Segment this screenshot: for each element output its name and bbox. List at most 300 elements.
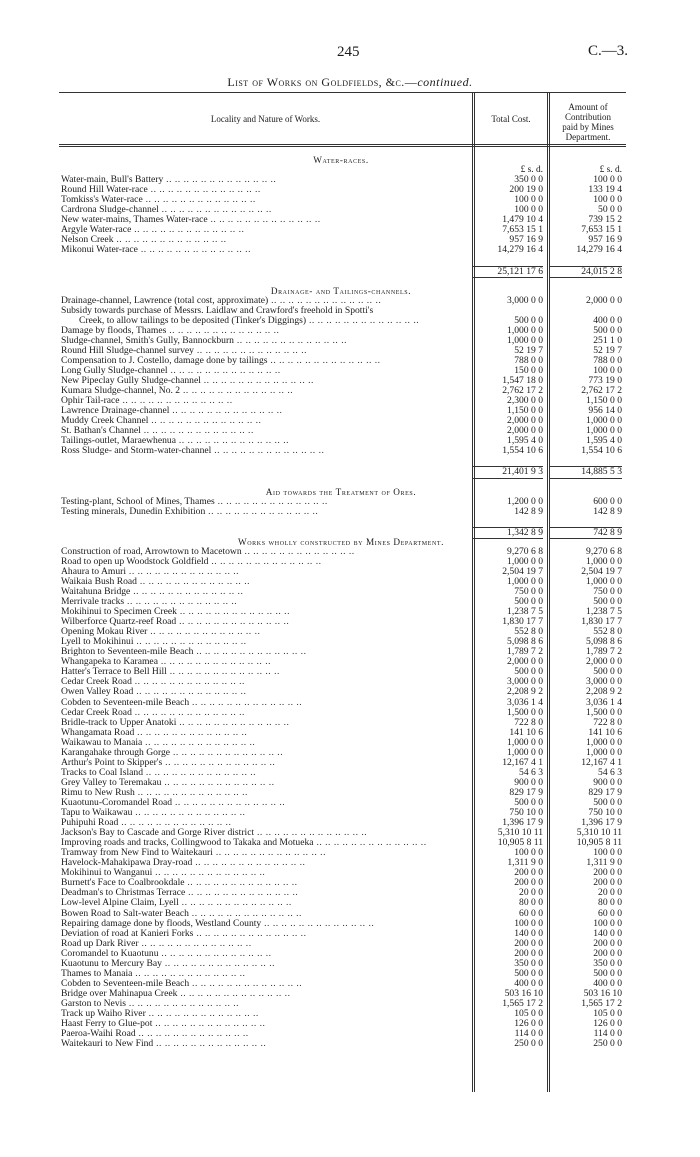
work-name: Kuaotunu to Mercury Bay — [61, 958, 162, 969]
total-cost-value: 114 0 0 — [514, 1028, 543, 1040]
work-description — [61, 647, 471, 657]
work-description — [61, 909, 471, 919]
spacer-row — [59, 255, 626, 265]
total-cost-value: 7,653 15 1 — [502, 224, 543, 236]
total-cost-value: 500 0 0 — [514, 314, 543, 326]
work-name: Havelock-Mahakipawa Dray-road — [61, 858, 193, 869]
total-cost-value: 54 6 3 — [519, 766, 543, 778]
work-description — [61, 888, 471, 898]
contribution-value: 1,595 4 0 — [586, 435, 622, 447]
work-name: Whangamata Road — [61, 727, 135, 738]
contribution-value: 54 6 3 — [598, 766, 622, 778]
dot-leader: .. .. .. .. .. .. .. .. .. .. .. .. .. — [176, 717, 290, 728]
contribution-value: 500 0 0 — [593, 967, 622, 979]
work-description — [61, 878, 471, 888]
work-description — [61, 768, 471, 778]
work-description — [61, 989, 471, 999]
work-description — [61, 446, 471, 456]
dot-leader: .. .. .. .. .. .. .. .. .. .. .. .. .. — [178, 898, 292, 909]
work-description — [61, 999, 471, 1009]
work-description — [61, 497, 471, 507]
total-cost-value: 141 10 6 — [509, 726, 543, 738]
work-description — [61, 245, 471, 255]
contribution-value: 1,000 0 0 — [586, 736, 622, 748]
dot-leader: .. .. .. .. .. .. .. .. .. .. .. .. .. — [169, 406, 283, 417]
column-header-total-cost: Total Cost. — [491, 114, 531, 124]
work-name: Kumara Sludge-channel, No. 2 — [61, 386, 181, 397]
contribution-value: 5,310 10 11 — [576, 827, 622, 839]
total-cost-value: 1,000 0 0 — [507, 555, 543, 567]
dot-leader: .. .. .. .. .. .. .. .. .. .. .. .. .. — [192, 858, 306, 869]
total-cost-value: 200 0 0 — [514, 877, 543, 889]
work-description — [61, 436, 471, 446]
work-description — [61, 667, 471, 677]
total-cost-value: 2,300 0 0 — [507, 395, 543, 407]
dot-leader: .. .. .. .. .. .. .. .. .. .. .. .. .. — [113, 235, 227, 246]
document-code: C.—3. — [587, 43, 628, 59]
dot-leader: .. .. .. .. .. .. .. .. .. .. .. .. .. — [162, 757, 276, 768]
total-cost-value: 1,311 9 0 — [507, 857, 543, 869]
dot-leader: .. .. .. .. .. .. .. .. .. .. .. .. .. — [135, 1029, 249, 1040]
dot-leader: .. .. .. .. .. .. .. .. .. .. .. .. .. — [166, 325, 280, 336]
work-description — [61, 336, 471, 346]
total-cost-value: 142 8 9 — [514, 505, 543, 517]
contribution-value: 14,279 16 4 — [576, 244, 622, 256]
dot-leader: .. .. .. .. .. .. .. .. .. .. .. .. .. — [261, 918, 375, 929]
work-description — [61, 949, 471, 959]
dot-leader: .. .. .. .. .. .. .. .. .. .. .. .. .. — [133, 637, 247, 648]
contribution-value: 722 8 0 — [593, 716, 622, 728]
total-cost-value: 1,565 17 2 — [502, 997, 543, 1009]
dot-leader: .. .. .. .. .. .. .. .. .. .. .. .. .. — [126, 566, 240, 577]
work-name: Mokihinui to Wanganui — [61, 868, 153, 879]
contribution-value: 52 19 7 — [593, 344, 622, 356]
work-description — [61, 567, 471, 577]
contribution-value: 400 0 0 — [593, 314, 622, 326]
dot-leader: .. .. .. .. .. .. .. .. .. .. .. .. .. — [142, 737, 256, 748]
work-description — [61, 848, 471, 858]
contribution-value: 200 0 0 — [593, 867, 622, 879]
dot-leader: .. .. .. .. .. .. .. .. .. .. .. .. .. — [214, 496, 328, 507]
contribution-value: 739 15 2 — [588, 214, 622, 226]
work-name: Tapu to Waikawau — [61, 808, 133, 819]
dot-leader: .. .. .. .. .. .. .. .. .. .. .. .. .. — [205, 506, 319, 517]
dot-leader: .. .. .. .. .. .. .. .. .. .. .. .. .. — [145, 1008, 259, 1019]
contribution-value: 750 0 0 — [593, 586, 622, 598]
spacer-row — [59, 517, 626, 527]
dot-leader: .. .. .. .. .. .. .. .. .. .. .. .. .. — [132, 968, 246, 979]
dot-leader: .. .. .. .. .. .. .. .. .. .. .. .. .. — [134, 727, 248, 738]
dot-leader: .. .. .. .. .. .. .. .. .. .. .. .. .. — [306, 315, 420, 326]
work-description — [61, 939, 471, 949]
contribution-value: 200 0 0 — [593, 937, 622, 949]
contribution-value: 140 0 0 — [593, 927, 622, 939]
work-description — [61, 416, 471, 426]
contribution-header-line-1: Amount of — [568, 102, 608, 112]
dot-leader: .. .. .. .. .. .. .. .. .. .. .. .. .. — [130, 587, 244, 598]
work-description — [61, 738, 471, 748]
contribution-value: 105 0 0 — [593, 1007, 622, 1019]
total-cost-value: 500 0 0 — [514, 797, 543, 808]
contribution-value: 126 0 0 — [593, 1018, 622, 1030]
work-name: Long Gully Sludge-channel — [61, 365, 168, 376]
work-description — [61, 366, 471, 376]
work-name: Track up Waiho River — [61, 1008, 146, 1019]
work-name: Cobden to Seventeen-mile Beach — [61, 697, 190, 708]
contribution-value: 3,000 0 0 — [586, 676, 622, 688]
subtotal-contribution: 14,885 5 3 — [549, 466, 622, 478]
work-name: Paeroa-Waihi Road — [61, 1029, 136, 1040]
total-cost-value: 3,036 1 4 — [507, 696, 543, 708]
work-name: Improving roads and tracks, Collingwood to Takaka and Motueka — [61, 838, 314, 849]
spacer-row — [59, 477, 626, 487]
work-name: Drainage-channel, Lawrence (total cost, approximate) — [61, 295, 269, 306]
total-cost-value: 350 0 0 — [514, 957, 543, 969]
work-name: Creek, to allow tailings to be deposited (Tinker's Diggings) — [79, 315, 307, 326]
contribution-value: 50 0 0 — [598, 204, 622, 216]
work-name: Tomkiss's Water-race — [61, 195, 143, 206]
contribution-value: 957 16 9 — [588, 234, 622, 246]
table-row — [59, 507, 626, 517]
dot-leader: .. .. .. .. .. .. .. .. .. .. .. .. .. — [175, 436, 289, 447]
running-title-main: List of Works on Goldfields, &c.— — [227, 75, 418, 89]
work-description — [61, 1009, 471, 1019]
work-name: Opening Mokau River — [61, 627, 148, 638]
dot-leader: .. .. .. .. .. .. .. .. .. .. .. .. .. — [118, 818, 232, 829]
subtotal-cost: 25,121 17 6 — [473, 266, 543, 278]
dot-leader: .. .. .. .. .. .. .. .. .. .. .. .. .. — [126, 998, 240, 1009]
work-description — [61, 808, 471, 818]
work-description — [61, 838, 471, 848]
total-cost-value: 500 0 0 — [514, 596, 543, 608]
work-description — [61, 979, 471, 989]
dot-leader: .. .. .. .. .. .. .. .. .. .. .. .. .. — [136, 576, 251, 587]
work-description — [61, 346, 471, 356]
dot-leader: .. .. .. .. .. .. .. .. .. .. .. .. .. — [193, 928, 307, 939]
work-name: Subsidy towards purchase of Messrs. Laidlaw and Crawford's freehold in Spotti's — [61, 305, 374, 316]
dot-leader: .. .. .. .. .. .. .. .. .. .. .. .. .. — [158, 205, 272, 216]
subtotal-row — [59, 466, 626, 476]
work-description — [61, 698, 471, 708]
dot-leader: .. .. .. .. .. .. .. .. .. .. .. .. .. — [185, 888, 299, 899]
total-cost-value: 200 19 0 — [509, 184, 543, 196]
contribution-value: 60 0 0 — [598, 907, 622, 919]
table-row — [59, 245, 626, 255]
total-cost-value: 1,396 17 9 — [502, 817, 543, 829]
total-cost-value: 2,000 0 0 — [507, 425, 543, 437]
total-cost-value: 5,098 8 6 — [507, 636, 543, 648]
dot-leader: .. .. .. .. .. .. .. .. .. .. .. .. .. — [131, 225, 245, 236]
work-name: Kuaotunu-Coromandel Road — [61, 798, 173, 808]
work-description — [61, 426, 471, 436]
total-cost-value: 250 0 0 — [514, 1038, 543, 1050]
work-description — [61, 677, 471, 687]
dot-leader: .. .. .. .. .. .. .. .. .. .. .. .. .. — [268, 295, 382, 306]
cost-units: £ s. d. — [520, 165, 543, 176]
contribution-value: 500 0 0 — [593, 666, 622, 678]
work-description — [61, 195, 471, 205]
dot-leader: .. .. .. .. .. .. .. .. .. .. .. .. .. — [313, 838, 427, 849]
contribution-value: 1,789 7 2 — [586, 646, 622, 658]
work-name: Merrivale tracks — [61, 597, 125, 608]
work-description — [61, 215, 471, 225]
dot-leader: .. .. .. .. .. .. .. .. .. .. .. .. .. — [176, 607, 290, 618]
contribution-value: 250 0 0 — [593, 1038, 622, 1050]
work-name: Testing minerals, Dunedin Exhibition — [61, 506, 206, 517]
work-name: Tracks to Coal Island — [61, 767, 143, 778]
work-description — [61, 627, 471, 637]
work-name: Haast Ferry to Glue-pot — [61, 1019, 153, 1030]
spacer-row — [59, 456, 626, 466]
dot-leader: .. .. .. .. .. .. .. .. .. .. .. .. .. — [119, 396, 233, 407]
table-row — [59, 296, 626, 306]
subtotal-contribution: 24,015 2 8 — [549, 266, 622, 278]
contribution-value: 80 0 0 — [598, 897, 622, 909]
subtotal-row — [59, 266, 626, 276]
work-description — [61, 306, 471, 316]
contribution-value: 200 0 0 — [593, 877, 622, 889]
dot-leader: .. .. .. .. .. .. .. .. .. .. .. .. .. — [147, 627, 261, 638]
work-description — [61, 818, 471, 828]
contribution-value: 9,270 6 8 — [586, 545, 622, 557]
work-name: Jackson's Bay to Cascade and Gorge River district — [61, 828, 255, 839]
section-heading-text: Drainage- and Tailings-channels. — [270, 285, 412, 296]
contribution-value: 114 0 0 — [593, 1028, 622, 1040]
contribution-value: 400 0 0 — [593, 977, 622, 989]
total-cost-value: 100 0 0 — [514, 917, 543, 929]
dot-leader: .. .. .. .. .. .. .. .. .. .. .. .. .. — [211, 446, 325, 457]
contribution-value: 1,000 0 0 — [586, 425, 622, 437]
work-description — [61, 205, 471, 215]
work-description — [61, 868, 471, 878]
contribution-value: 956 14 0 — [588, 405, 622, 417]
contribution-value: 1,000 0 0 — [586, 746, 622, 758]
work-description — [61, 748, 471, 758]
work-name: Nelson Creek — [61, 235, 114, 246]
contribution-value: 773 19 0 — [588, 375, 622, 387]
total-cost-value: 140 0 0 — [514, 927, 543, 939]
total-cost-value: 900 0 0 — [514, 776, 543, 788]
work-name: Cedar Creek Road — [61, 677, 132, 688]
dot-leader: .. .. .. .. .. .. .. .. .. .. .. .. .. — [200, 376, 314, 387]
work-name: Lyell to Mokihinui — [61, 637, 134, 648]
total-cost-value: 1,554 10 6 — [502, 445, 543, 457]
total-cost-value: 1,000 0 0 — [507, 324, 543, 336]
work-name: Damage by floods, Thames — [61, 325, 167, 336]
dot-leader: .. .. .. .. .. .. .. .. .. .. .. .. .. — [147, 185, 261, 196]
total-cost-value: 750 0 0 — [514, 586, 543, 598]
total-cost-value: 1,150 0 0 — [507, 405, 543, 417]
dot-leader: .. .. .. .. .. .. .. .. .. .. .. .. .. — [131, 707, 245, 718]
page-number: 245 — [337, 44, 360, 60]
total-cost-value: 1,547 18 0 — [502, 375, 543, 387]
work-description — [61, 898, 471, 908]
work-description — [61, 507, 471, 517]
work-description — [61, 969, 471, 979]
table-body — [59, 155, 626, 1049]
work-name: Water-main, Bull's Battery — [61, 175, 164, 186]
dot-leader: .. .. .. .. .. .. .. .. .. .. .. .. .. — [163, 175, 277, 186]
contribution-value: 2,504 19 7 — [581, 565, 622, 577]
dot-leader: .. .. .. .. .. .. .. .. .. .. .. .. .. — [233, 335, 348, 346]
subtotal-contribution: 742 8 9 — [549, 527, 622, 539]
contribution-value: 2,762 17 2 — [581, 385, 622, 397]
total-cost-value: 400 0 0 — [514, 977, 543, 989]
total-cost-value: 1,830 17 7 — [502, 616, 543, 628]
running-title — [0, 75, 700, 90]
contribution-value: 2,208 9 2 — [586, 686, 622, 698]
work-name: Burnett's Face to Coalbrookdale — [61, 878, 185, 889]
work-name: New water-mains, Thames Water-race — [61, 215, 208, 226]
work-name: New Pipeclay Gully Sludge-channel — [61, 376, 201, 387]
work-description — [61, 396, 471, 406]
total-cost-value: 1,479 10 4 — [502, 214, 543, 226]
dot-leader: .. .. .. .. .. .. .. .. .. .. .. .. .. — [177, 988, 291, 999]
work-description — [61, 175, 471, 185]
contribution-value: 900 0 0 — [593, 776, 622, 788]
work-name: St. Bathan's Channel — [61, 426, 141, 437]
contribution-header-line-4: Department. — [565, 132, 611, 142]
dot-leader: .. .. .. .. .. .. .. .. .. .. .. .. .. — [208, 556, 322, 567]
work-description — [61, 798, 471, 808]
total-cost-value: 1,500 0 0 — [507, 706, 543, 718]
total-cost-value: 52 19 7 — [514, 344, 543, 356]
total-cost-value: 2,000 0 0 — [507, 415, 543, 427]
total-cost-value: 500 0 0 — [514, 967, 543, 979]
dot-leader: .. .. .. .. .. .. .. .. .. .. .. .. .. — [188, 908, 302, 919]
work-name: Brighton to Seventeen-mile Beach — [61, 647, 194, 658]
dot-leader: .. .. .. .. .. .. .. .. .. .. .. .. .. — [132, 808, 246, 819]
work-name: Hatter's Terrace to Bell Hill — [61, 667, 167, 678]
dot-leader: .. .. .. .. .. .. .. .. .. .. .. .. .. — [138, 938, 252, 949]
work-name: Round Hill Sludge-channel survey — [61, 345, 194, 356]
work-description — [61, 919, 471, 929]
work-name: Lawrence Drainage-channel — [61, 406, 170, 417]
work-name: Bridle-track to Upper Anatoki — [61, 717, 177, 728]
work-name: Garston to Nevis — [61, 998, 127, 1009]
dot-leader: .. .. .. .. .. .. .. .. .. .. .. .. .. — [158, 948, 272, 959]
work-name: Rimu to New Rush — [61, 787, 135, 798]
dot-leader: .. .. .. .. .. .. .. .. .. .. .. .. .. — [157, 657, 271, 668]
work-name: Cardrona Sludge-channel — [61, 205, 159, 216]
work-name: Thames to Manaia — [61, 968, 133, 979]
contribution-value: 2,000 0 0 — [586, 656, 622, 668]
work-name: Construction of road, Arrowtown to Macetown — [61, 546, 242, 557]
work-name: Round Hill Water-race — [61, 185, 148, 196]
work-name: Mikonui Water-race — [61, 245, 138, 256]
work-description — [61, 326, 471, 336]
contribution-value: 12,167 4 1 — [581, 756, 622, 768]
total-cost-value: 2,000 0 0 — [507, 656, 543, 668]
work-name: Argyle Water-race — [61, 225, 132, 236]
work-description — [61, 617, 471, 627]
work-name: Owen Valley Road — [61, 687, 134, 698]
work-description — [61, 758, 471, 768]
contribution-value: 600 0 0 — [593, 495, 622, 507]
work-description — [61, 687, 471, 697]
dot-leader: .. .. .. .. .. .. .. .. .. .. .. .. .. — [189, 978, 303, 989]
total-cost-value: 9,270 6 8 — [507, 545, 543, 557]
column-header-locality: Locality and Nature of Works. — [210, 114, 321, 124]
work-name: Low-level Alpine Claim, Lyell — [61, 898, 179, 909]
work-name: Waikaia Bush Road — [61, 576, 137, 587]
contribution-value: 1,830 17 7 — [581, 616, 622, 628]
dot-leader: .. .. .. .. .. .. .. .. .. .. .. .. .. — [133, 687, 247, 698]
contribution-value: 503 16 10 — [583, 987, 622, 999]
work-description — [61, 788, 471, 798]
work-name: Waitekauri to New Find — [61, 1039, 154, 1050]
work-description — [61, 1029, 471, 1039]
total-cost-value: 3,000 0 0 — [507, 676, 543, 688]
total-cost-value: 80 0 0 — [519, 897, 543, 909]
work-name: Ophir Tail-race — [61, 396, 120, 407]
contribution-value: 1,500 0 0 — [586, 706, 622, 718]
work-name: Arthur's Point to Skipper's — [61, 757, 163, 768]
work-name: Road to open up Woodstock Goldfield — [61, 556, 209, 567]
section-heading-text: Aid towards the Treatment of Ores. — [265, 486, 417, 497]
contribution-value: 500 0 0 — [593, 596, 622, 608]
dot-leader: .. .. .. .. .. .. .. .. .. .. .. .. .. — [212, 848, 326, 859]
contribution-value: 500 0 0 — [593, 324, 622, 336]
total-cost-value: 60 0 0 — [519, 907, 543, 919]
total-cost-value: 126 0 0 — [514, 1018, 543, 1030]
work-description — [61, 316, 489, 326]
total-cost-value: 12,167 4 1 — [502, 756, 543, 768]
work-name: Wilberforce Quartz-reef Road — [61, 617, 177, 628]
dot-leader: .. .. .. .. .. .. .. .. .. .. .. .. .. — [167, 365, 281, 376]
total-cost-value: 100 0 0 — [514, 204, 543, 216]
total-cost-value: 105 0 0 — [514, 1007, 543, 1019]
subtotal-cost: 1,342 8 9 — [473, 527, 543, 539]
spacer-row — [59, 276, 626, 286]
total-cost-value: 829 17 9 — [509, 786, 543, 798]
work-description — [61, 376, 471, 386]
contribution-value: 500 0 0 — [593, 797, 622, 808]
total-cost-value: 3,000 0 0 — [507, 294, 543, 306]
work-description — [61, 1039, 471, 1049]
contribution-value: 100 0 0 — [593, 174, 622, 186]
work-description — [61, 929, 471, 939]
table-row — [59, 446, 626, 456]
total-cost-value: 750 10 0 — [509, 807, 543, 819]
contribution-value: 1,000 0 0 — [586, 415, 622, 427]
contribution-value: 100 0 0 — [593, 847, 622, 859]
dot-leader: .. .. .. .. .. .. .. .. .. .. .. .. .. — [189, 697, 303, 708]
work-description — [61, 185, 471, 195]
total-cost-value: 788 0 0 — [514, 354, 543, 366]
contribution-value: 552 8 0 — [593, 626, 622, 638]
contribution-value: 100 0 0 — [593, 917, 622, 929]
dot-leader: .. .. .. .. .. .. .. .. .. .. .. .. .. — [166, 667, 280, 678]
work-description — [61, 637, 471, 647]
contribution-value: 1,238 7 5 — [586, 606, 622, 618]
table-top-rule — [59, 92, 626, 93]
section-heading-text: Water-races. — [313, 155, 369, 165]
contribution-value: 133 19 4 — [588, 184, 622, 196]
total-cost-value: 1,789 7 2 — [507, 646, 543, 658]
contribution-value: 1,565 17 2 — [581, 997, 622, 1009]
dot-leader: .. .. .. .. .. .. .. .. .. .. .. .. .. — [207, 215, 321, 226]
work-name: Bridge over Mahinapua Creek — [61, 988, 178, 999]
work-name: Grey Valley to Teremakau — [61, 777, 162, 788]
total-cost-value: 552 8 0 — [514, 626, 543, 638]
work-description — [61, 959, 471, 969]
total-cost-value: 200 0 0 — [514, 867, 543, 879]
work-name: Tailings-outlet, Maraewhenua — [61, 436, 176, 447]
total-cost-value: 350 0 0 — [514, 174, 543, 186]
dot-leader: .. .. .. .. .. .. .. .. .. .. .. .. .. — [143, 767, 257, 778]
work-name: Deadman's to Christmas Terrace — [61, 888, 186, 899]
